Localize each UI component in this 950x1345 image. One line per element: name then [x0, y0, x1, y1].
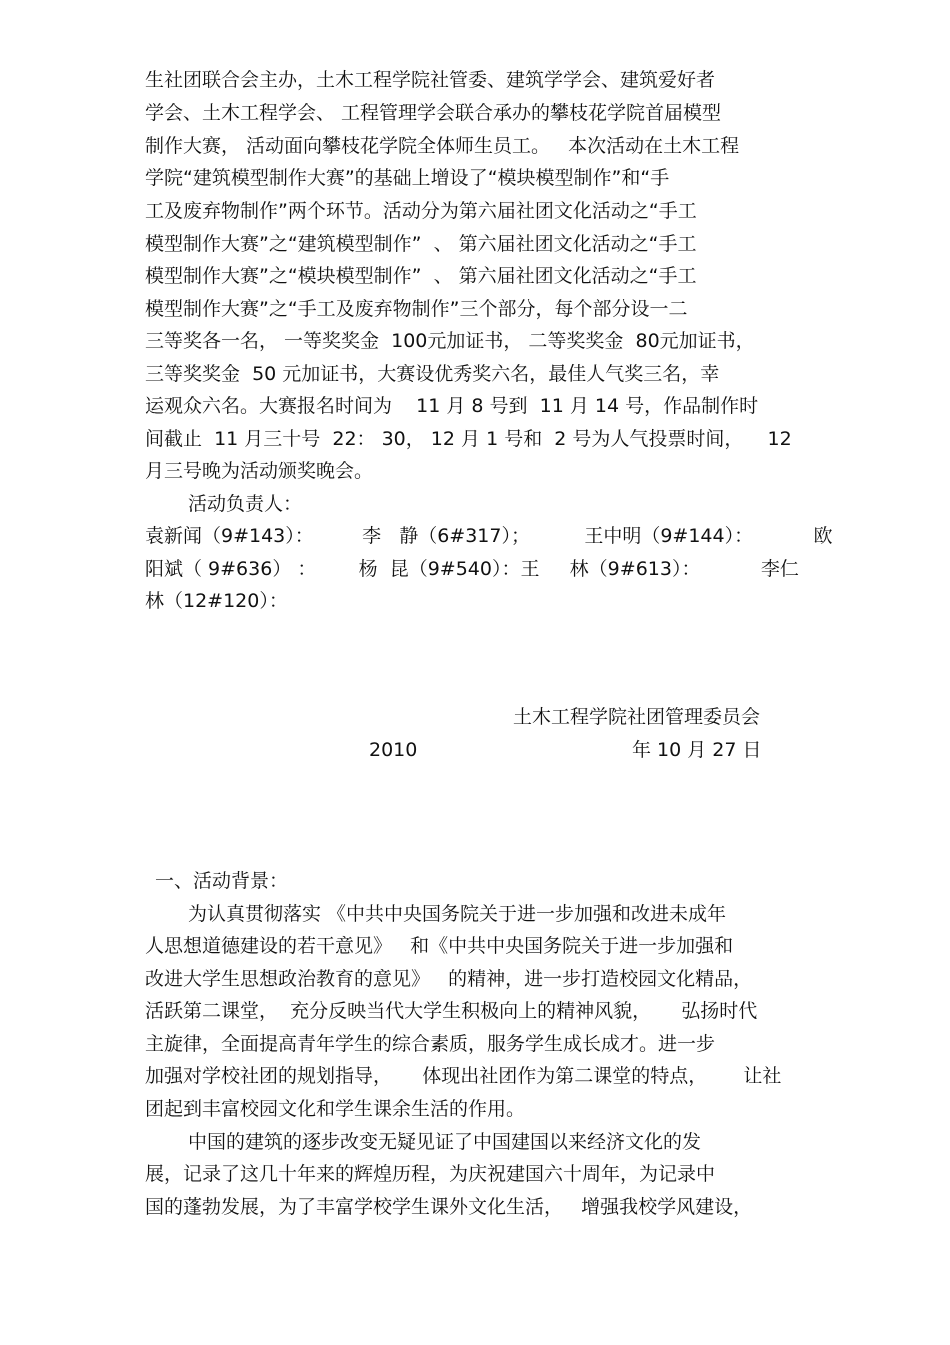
text-line: 国的蓬勃发展，为了丰富学校学生课外文化生活， 增强我校学风建设，: [145, 1196, 753, 1218]
leader-line: 阳斌（ 9#636） ： 杨 昆（9#540）：王 林（9#613）： 李仁: [145, 558, 799, 580]
text-line: 模型制作大赛”之“模块模型制作” 、 第六届社团文化活动之“手工: [145, 265, 697, 287]
text-line: 三等奖奖金 50 元加证书，大赛设优秀奖六名，最佳人气奖三名，幸: [145, 363, 720, 385]
signature-org: 土木工程学院社团管理委员会: [513, 706, 761, 728]
text-line: 三等奖各一名， 一等奖奖金 100元加证书， 二等奖奖金 80元加证书，: [145, 330, 755, 352]
signature-year: 2010: [369, 739, 418, 761]
leaders-label: 活动负责人：: [188, 493, 303, 515]
text-line: 展，记录了这几十年来的辉煌历程，为庆祝建国六十周年，为记录中: [145, 1163, 716, 1185]
text-line: 工及废弃物制作”两个环节。活动分为第六届社团文化活动之“手工: [145, 200, 697, 222]
section-heading: 一、活动背景：: [155, 870, 289, 892]
text-line: 模型制作大赛”之“手工及废弃物制作”三个部分，每个部分设一二: [145, 298, 688, 320]
text-line: 人思想道德建设的若干意见》 和《中共中央国务院关于进一步加强和: [145, 935, 734, 957]
signature-date: 年 10 月 27 日: [632, 739, 762, 761]
text-line: 活跃第二课堂， 充分反映当代大学生积极向上的精神风貌， 弘扬时代: [145, 1000, 758, 1022]
text-line: 中国的建筑的逐步改变无疑见证了中国建国以来经济文化的发: [188, 1131, 702, 1153]
text-line: 制作大赛， 活动面向攀枝花学院全体师生员工。 本次活动在土木工程: [145, 135, 740, 157]
text-line: 主旋律，全面提高青年学生的综合素质，服务学生成长成才。进一步: [145, 1033, 716, 1055]
text-line: 月三号晚为活动颁奖晚会。: [145, 460, 374, 482]
text-line: 为认真贯彻落实 《中共中央国务院关于进一步加强和改进未成年: [188, 903, 727, 925]
text-line: 团起到丰富校园文化和学生课余生活的作用。: [145, 1098, 526, 1120]
text-line: 间截止 11 月三十号 22： 30， 12 月 1 号和 2 号为人气投票时间， 12: [145, 428, 792, 450]
text-line: 学院“建筑模型制作大赛”的基础上增设了“模块模型制作”和“手: [145, 167, 670, 189]
text-line: 生社团联合会主办，土木工程学院社管委、建筑学学会、建筑爱好者: [145, 69, 716, 91]
text-line: 加强对学校社团的规划指导， 体现出社团作为第二课堂的特点， 让社: [145, 1065, 782, 1087]
leader-line: 袁新闻（9#143）： 李 静（6#317）； 王中明（9#144）： 欧: [145, 525, 833, 547]
text-line: 运观众六名。大赛报名时间为 11 月 8 号到 11 月 14 号，作品制作时: [145, 395, 759, 417]
text-line: 学会、土木工程学会、 工程管理学会联合承办的攀枝花学院首届模型: [145, 102, 722, 124]
text-line: 改进大学生思想政治教育的意见》 的精神，进一步打造校园文化精品，: [145, 968, 753, 990]
text-line: 模型制作大赛”之“建筑模型制作” 、 第六届社团文化活动之“手工: [145, 233, 697, 255]
leader-line: 林（12#120）：: [145, 590, 288, 612]
